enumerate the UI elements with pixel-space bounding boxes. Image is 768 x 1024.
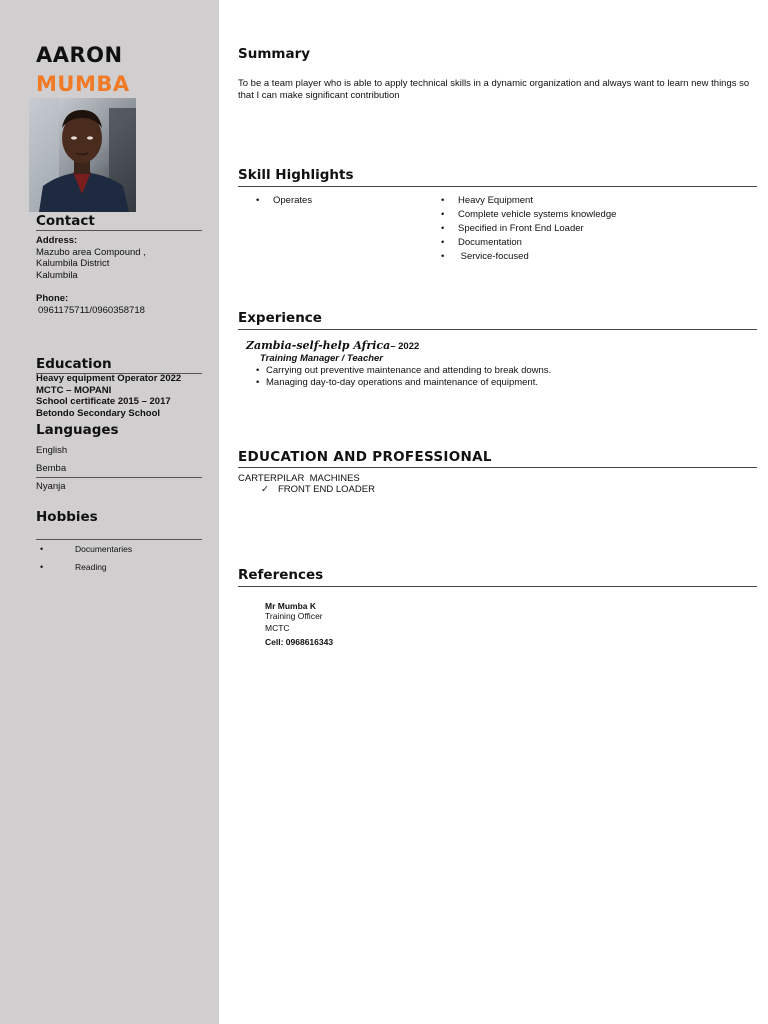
reference-title: Training Officer <box>265 611 323 621</box>
reference-cell: Cell: 0968616343 <box>265 637 334 647</box>
bullet-icon: • <box>256 365 260 376</box>
skill-label: Operates <box>273 195 313 206</box>
language-item: Nyanja <box>36 481 66 492</box>
experience-rule <box>238 329 757 330</box>
duty-item <box>256 365 552 377</box>
address-label: Address: <box>36 235 78 246</box>
skill-item <box>441 251 616 265</box>
check-item-label: FRONT END LOADER <box>278 484 375 495</box>
professional-check-item <box>261 484 375 495</box>
education-item: MCTC – MOPANI <box>36 384 112 396</box>
references-rule <box>238 586 757 587</box>
experience-company <box>246 339 419 352</box>
skill-item <box>256 195 313 209</box>
professional-rule <box>238 467 757 468</box>
reference-name: Mr Mumba K <box>265 601 316 611</box>
experience-role: Training Manager / Teacher <box>260 353 384 364</box>
education-heading: Education <box>36 356 202 374</box>
education-item: Heavy equipment Operator 2022 <box>36 373 182 384</box>
professional-heading: EDUCATION AND PROFESSIONAL <box>238 449 492 465</box>
hobbies-heading: Hobbies <box>36 509 98 525</box>
education-item: School certificate 2015 – 2017 <box>36 396 171 408</box>
languages-heading: Languages <box>36 422 119 438</box>
skills-rule <box>238 186 757 187</box>
bullet-icon: • <box>441 237 445 248</box>
company-name: Zambia-self-help Africa <box>246 339 391 352</box>
education-list <box>36 373 181 419</box>
contact-heading: Contact <box>36 213 202 231</box>
hobby-item <box>40 562 107 572</box>
checkmark-icon: ✓ <box>261 484 269 495</box>
skill-label: Documentation <box>458 237 522 248</box>
hobbies-divider <box>36 539 202 540</box>
bullet-icon: • <box>441 209 445 220</box>
duty-text: Carrying out preventive maintenance and attending to break downs. <box>266 365 552 376</box>
address-block <box>36 235 146 281</box>
last-name: MUMBA <box>36 72 130 96</box>
bullet-icon: • <box>256 377 260 388</box>
reference-org: MCTC <box>265 623 290 633</box>
skill-item <box>441 209 617 223</box>
skills-right-list <box>441 195 617 265</box>
skills-heading: Skill Highlights <box>238 167 354 183</box>
bullet-icon: • <box>441 251 445 262</box>
skill-item <box>441 237 616 251</box>
hobby-item <box>40 544 132 554</box>
address-line-1: Mazubo area Compound , <box>36 246 146 258</box>
first-name: AARON <box>36 43 123 67</box>
skills-left-list <box>256 195 313 209</box>
duty-text: Managing day-to-day operations and maintenance of equipment. <box>266 377 538 388</box>
hobby-label: Reading <box>75 562 107 572</box>
profile-photo <box>29 98 136 212</box>
experience-duties <box>256 365 552 389</box>
summary-text: To be a team player who is able to apply technical skills in a dynamic organization and always want to learn new things so that I can make significant contribution <box>238 78 750 101</box>
hobby-label: Documentaries <box>75 544 133 554</box>
phone-number: 0961175711/0960358718 <box>38 304 145 316</box>
address-line-2: Kalumbila District <box>36 258 110 270</box>
address-line-3: Kalumbila <box>36 269 78 281</box>
bullet-icon: • <box>40 544 44 554</box>
experience-heading: Experience <box>238 310 322 326</box>
bullet-icon: • <box>40 562 44 572</box>
skill-item <box>441 195 616 209</box>
skill-label: Service-focused <box>458 251 529 262</box>
references-heading: References <box>238 567 324 583</box>
phone-block <box>36 293 145 316</box>
bullet-icon: • <box>256 195 260 206</box>
skill-label: Complete vehicle systems knowledge <box>458 209 617 220</box>
language-item: English <box>36 445 68 456</box>
bullet-icon: • <box>441 195 445 206</box>
language-divider <box>36 477 202 478</box>
experience-year: – 2022 <box>390 341 420 352</box>
education-item: Betondo Secondary School <box>36 407 161 419</box>
bullet-icon: • <box>441 223 445 234</box>
language-item: Bemba <box>36 463 67 474</box>
skill-label: Specified in Front End Loader <box>458 223 584 234</box>
duty-item <box>256 377 551 389</box>
skill-label: Heavy Equipment <box>458 195 533 206</box>
skill-item <box>441 223 616 237</box>
profile-photo-image <box>29 98 136 212</box>
phone-label: Phone: <box>36 293 69 304</box>
summary-heading: Summary <box>238 46 311 62</box>
professional-line: CARTERPILAR MACHINES <box>238 473 360 484</box>
